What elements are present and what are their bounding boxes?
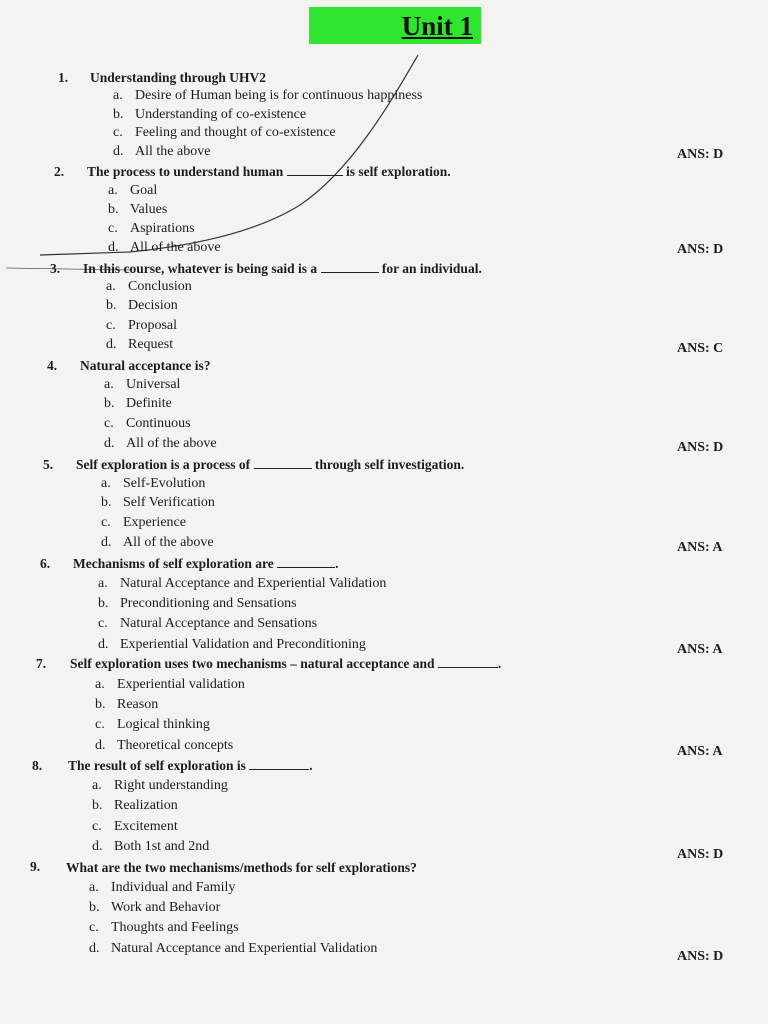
answer-label: ANS: D [677,242,724,257]
option-d: d. Natural Acceptance and Experiential Validation [89,941,378,956]
question-text: The result of self exploration is . [68,758,313,773]
option-d: d. All of the above [108,240,221,255]
option-b: b. Preconditioning and Sensations [98,596,297,611]
fill-blank [277,557,335,568]
question-text: Understanding through UHV2 [90,70,267,85]
question-text: Natural acceptance is? [80,358,211,373]
option-d: d. Request [106,337,174,352]
question-number: 9. [30,859,41,874]
question-number: 1. [58,70,69,85]
option-c: c. Excitement [92,819,178,834]
option-b: b. Realization [92,798,178,813]
fill-blank [254,458,312,469]
question-text: Self exploration is a process of through self investigation. [76,457,465,472]
answer-label: ANS: D [677,847,724,862]
option-a: a. Natural Acceptance and Experiential Validation [98,576,387,591]
option-c: c. Thoughts and Feelings [89,920,239,935]
option-c: c. Natural Acceptance and Sensations [98,616,318,631]
unit-title: Unit 1 [401,11,473,41]
option-b: b. Self Verification [101,495,215,510]
question-number: 7. [36,656,47,671]
option-c: c. Continuous [104,416,191,431]
option-c: c. Experience [101,515,186,530]
option-d: d. All the above [113,144,211,159]
option-a: a. Right understanding [92,778,228,793]
question-text: Self exploration uses two mechanisms – natural acceptance and . [70,656,502,671]
option-d: d. Theoretical concepts [95,738,234,753]
option-b: b. Definite [104,396,172,411]
option-a: a. Desire of Human being is for continuous happiness [113,88,423,103]
answer-label: ANS: D [677,440,724,455]
answer-label: ANS: D [677,949,724,964]
question-text: In this course, whatever is being said is a for an individual. [83,261,482,276]
answer-label: ANS: A [677,540,723,555]
option-c: c. Logical thinking [95,717,210,732]
option-a: a. Conclusion [106,279,192,294]
option-a: a. Experiential validation [95,677,245,692]
option-b: b. Decision [106,298,178,313]
question-number: 5. [43,457,54,472]
answer-label: ANS: A [677,642,723,657]
fill-blank [438,657,498,668]
option-b: b. Reason [95,697,159,712]
question-number: 6. [40,556,51,571]
fill-blank [287,165,343,176]
question-number: 4. [47,358,58,373]
option-d: d. All of the above [101,535,214,550]
option-d: d. Experiential Validation and Preconditioning [98,637,366,652]
option-c: c. Proposal [106,318,177,333]
question-number: 8. [32,758,43,773]
question-number: 3. [50,261,61,276]
answer-label: ANS: C [677,341,724,356]
option-a: a. Self-Evolution [101,476,206,491]
option-d: d. All of the above [104,436,217,451]
answer-label: ANS: A [677,744,723,759]
fill-blank [321,262,379,273]
option-a: a. Goal [108,183,158,198]
question-text: The process to understand human is self exploration. [87,164,451,179]
option-a: a. Individual and Family [89,880,236,895]
option-c: c. Aspirations [108,221,195,236]
question-number: 2. [54,164,65,179]
fill-blank [249,759,309,770]
option-b: b. Values [108,202,168,217]
question-text: What are the two mechanisms/methods for self explorations? [66,860,417,875]
option-a: a. Universal [104,377,181,392]
option-b: b. Understanding of co-existence [113,107,307,122]
option-b: b. Work and Behavior [89,900,221,915]
option-d: d. Both 1st and 2nd [92,839,210,854]
question-text: Mechanisms of self exploration are . [73,556,339,571]
answer-label: ANS: D [677,147,724,162]
option-c: c. Feeling and thought of co-existence [113,125,336,140]
